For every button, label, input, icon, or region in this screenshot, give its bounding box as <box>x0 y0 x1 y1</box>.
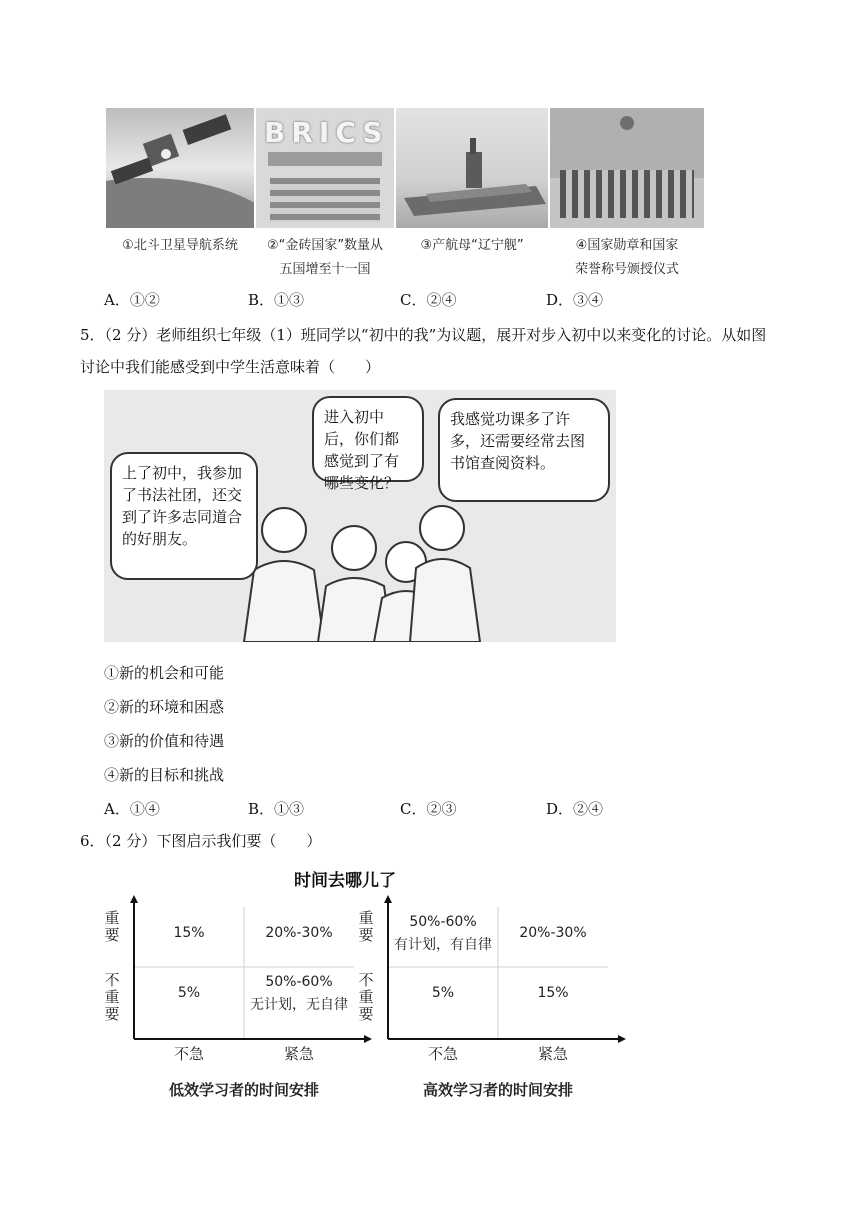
y-label-important <box>358 909 373 944</box>
svg-text:重: 重 <box>104 988 120 1006</box>
q4-option-b[interactable]: B．①③ <box>248 291 305 309</box>
chart-main-title: 时间去哪儿了 <box>294 871 396 891</box>
cell-value: 有计划，有自律 <box>394 937 492 953</box>
svg-text:重: 重 <box>104 909 120 927</box>
svg-text:要: 要 <box>104 926 120 944</box>
q5-option-a[interactable]: A．①④ <box>104 800 160 818</box>
cell-value: 15% <box>173 925 205 941</box>
q5-stem-line1: 5．（2 分）老师组织七年级（1）班同学以“初中的我”为议题，展开对步入初中以来变化的讨论。从如图 <box>80 326 767 344</box>
q4-option-a[interactable]: A．①② <box>104 291 160 309</box>
brics-sign: BRICS <box>264 116 389 149</box>
svg-text:要: 要 <box>358 1005 374 1023</box>
time-matrix-charts <box>96 895 656 1105</box>
svg-text:重: 重 <box>358 909 374 927</box>
y-label-not-important <box>104 971 119 1023</box>
cell-value: 20%-30% <box>265 925 333 941</box>
y-axis-arrow <box>130 895 138 903</box>
x-label-urgent: 紧急 <box>283 1045 315 1063</box>
satellite-photo <box>106 108 254 228</box>
cell-value: 50%-60% <box>409 914 477 930</box>
svg-text:要: 要 <box>104 1005 120 1023</box>
x-label-not-urgent: 不急 <box>427 1045 459 1063</box>
caption-4: ④国家勋章和国家 荣誉称号颁授仪式 <box>574 238 679 277</box>
y-label-important <box>104 909 119 944</box>
q5-statement-4: ④新的目标和挑战 <box>104 766 225 784</box>
q4-option-d[interactable]: D．③④ <box>546 291 604 309</box>
y-label-not-important <box>358 971 373 1023</box>
carrier-illustration <box>396 108 548 228</box>
q5-option-b[interactable]: B．①③ <box>248 800 305 818</box>
brics-photo <box>256 108 394 228</box>
cell-value: 50%-60% <box>265 974 333 990</box>
caption-2: ②“金砖国家”数量从 五国增至十一国 <box>266 238 384 277</box>
q5-statement-2: ②新的环境和困惑 <box>104 698 225 716</box>
cell-value: 5% <box>431 985 455 1001</box>
x-label-not-urgent: 不急 <box>173 1045 205 1063</box>
svg-text:重: 重 <box>358 988 374 1006</box>
q5-stem-line2: 讨论中我们能感受到中学生活意味着（ ） <box>80 358 381 376</box>
speech-bubble-right: 我感觉功课多了许多，还需要经常去图书馆查阅资料。 <box>438 398 610 502</box>
svg-text:不: 不 <box>104 971 120 989</box>
ceremony-photo <box>550 108 704 228</box>
chart-subtitle: 低效学习者的时间安排 <box>168 1081 320 1099</box>
x-label-urgent: 紧急 <box>537 1045 569 1063</box>
speech-bubble-left: 上了初中，我参加了书法社团，还交到了许多志同道合的好朋友。 <box>110 452 258 580</box>
cell-value: 5% <box>177 985 201 1001</box>
cartoon-illustration <box>104 390 616 642</box>
x-axis-arrow <box>364 1035 372 1043</box>
q5-option-c[interactable]: C．②③ <box>400 800 457 818</box>
cell-value: 20%-30% <box>519 925 587 941</box>
caption-1: ①北斗卫星导航系统 <box>122 238 238 253</box>
q5-statement-1: ①新的机会和可能 <box>104 664 225 682</box>
x-axis-arrow <box>618 1035 626 1043</box>
chart-subtitle: 高效学习者的时间安排 <box>422 1081 574 1099</box>
q5-option-d[interactable]: D．②④ <box>546 800 604 818</box>
cell-value: 无计划，无自律 <box>250 997 348 1013</box>
y-axis-arrow <box>384 895 392 903</box>
carrier-photo <box>396 108 548 228</box>
satellite-illustration <box>106 108 254 228</box>
q6-stem: 6．（2 分）下图启示我们要（ ） <box>80 832 322 850</box>
caption-3: ③产航母“辽宁舰” <box>420 238 524 253</box>
q5-statement-3: ③新的价值和待遇 <box>104 732 225 750</box>
q4-option-c[interactable]: C．②④ <box>400 291 457 309</box>
svg-text:不: 不 <box>358 971 374 989</box>
cell-value: 15% <box>537 985 569 1001</box>
speech-bubble-middle: 进入初中后，你们都感觉到了有哪些变化？ <box>312 396 424 482</box>
svg-text:要: 要 <box>358 926 374 944</box>
